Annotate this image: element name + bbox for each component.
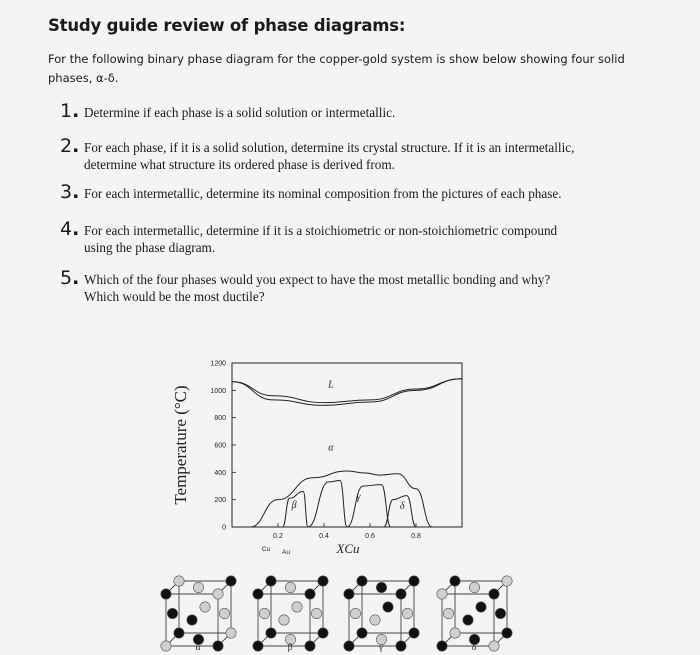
region-label: L: [328, 379, 334, 391]
y-tick-label: 1000: [210, 387, 226, 395]
region-label: δ: [399, 501, 405, 513]
cu-atom: [305, 589, 315, 599]
au-atom: [350, 608, 360, 618]
question-line: For each intermetallic, determine if it is a stoichiometric or non-stoichiometric compound: [84, 223, 558, 238]
cu-atom: [437, 641, 447, 651]
intro-line-2: phases, α-δ.: [48, 71, 119, 85]
question-line: using the phase diagram.: [84, 240, 216, 255]
cu-atom: [357, 628, 367, 638]
question-line: For each intermetallic, determine its nominal composition from the pictures of each phase.: [84, 186, 562, 201]
cu-atom: [253, 641, 263, 651]
y-tick-label: 400: [214, 469, 226, 477]
y-tick-label: 600: [214, 442, 226, 450]
question-text: [84, 139, 674, 173]
au-atom: [200, 602, 210, 612]
crystal-structures: [0, 555, 700, 655]
cu-atom: [344, 589, 354, 599]
cu-atom: [489, 589, 499, 599]
question-number: 5.: [60, 267, 80, 289]
x-tick-label: 0.8: [411, 533, 421, 540]
question-line: Which of the four phases would you expect to have the most metallic bonding and why?: [84, 272, 551, 287]
cu-atom: [502, 628, 512, 638]
au-atom: [279, 615, 289, 625]
region-label: α: [328, 442, 334, 454]
cu-atom: [383, 602, 393, 612]
au-atom: [259, 608, 269, 618]
crystal-label: δ: [471, 642, 477, 652]
y-tick-label: 800: [214, 415, 226, 423]
question-text: [84, 271, 674, 305]
cu-atom: [344, 641, 354, 651]
au-atom: [443, 608, 453, 618]
au-atom: [370, 615, 380, 625]
question-text: [84, 222, 674, 256]
plot-area: [171, 361, 462, 557]
cu-atom: [213, 641, 223, 651]
cu-atom: [450, 576, 460, 586]
au-label: Au: [282, 549, 290, 556]
cu-atom: [376, 582, 386, 592]
phase-boundary-4: [308, 481, 347, 527]
question-line: determine what structure its ordered phase is derived from.: [84, 157, 395, 172]
page-title: Study guide review of phase diagrams:: [48, 16, 406, 35]
crystal-label: β: [287, 642, 293, 652]
cu-atom: [396, 589, 406, 599]
au-atom: [437, 589, 447, 599]
au-atom: [502, 576, 512, 586]
au-atom: [292, 602, 302, 612]
cu-atom: [187, 615, 197, 625]
region-label: β: [291, 499, 297, 511]
cu-atom: [161, 589, 171, 599]
y-tick-label: 200: [214, 497, 226, 505]
y-tick-label: 0: [222, 524, 226, 532]
au-atom: [161, 641, 171, 651]
cu-atom: [476, 602, 486, 612]
phase-boundary-5: [347, 485, 391, 527]
cu-atom: [174, 628, 184, 638]
x-axis-label: XCu: [336, 541, 360, 556]
question-line: For each phase, if it is a solid solution, determine its crystal structure. If it is an intermetallic,: [84, 140, 575, 155]
cu-atom: [305, 641, 315, 651]
cu-atom: [396, 641, 406, 651]
au-atom: [285, 582, 295, 592]
region-label: γ: [356, 491, 361, 503]
cu-atom: [409, 628, 419, 638]
cu-atom: [495, 608, 505, 618]
cu-atom: [357, 576, 367, 586]
y-tick-label: 1200: [210, 360, 226, 368]
question-number: 3.: [60, 181, 80, 203]
question-text: [84, 185, 674, 202]
intro-line-1: For the following binary phase diagram for the copper-gold system is show below showing four solid: [48, 52, 625, 66]
au-atom: [193, 582, 203, 592]
au-atom: [402, 608, 412, 618]
cu-atom: [266, 628, 276, 638]
cu-atom: [253, 589, 263, 599]
x-tick-label: 0.6: [365, 533, 375, 540]
question-number: 4.: [60, 218, 80, 240]
cu-atom: [167, 608, 177, 618]
question-line: Determine if each phase is a solid solution or intermetallic.: [84, 105, 396, 120]
cu-label: Cu: [262, 546, 271, 553]
x-tick-label: 0.2: [273, 533, 283, 540]
x-tick-label: 0.4: [319, 533, 329, 540]
question-text: [84, 104, 674, 121]
cu-atom: [463, 615, 473, 625]
au-atom: [213, 589, 223, 599]
question-number: 1.: [60, 100, 80, 122]
cu-atom: [266, 576, 276, 586]
au-atom: [311, 608, 321, 618]
cu-atom: [318, 576, 328, 586]
au-atom: [219, 608, 229, 618]
phase-boundary-2: [250, 471, 432, 527]
cu-atom: [409, 576, 419, 586]
au-atom: [226, 628, 236, 638]
question-line: Which would be the most ductile?: [84, 289, 265, 304]
au-atom: [469, 582, 479, 592]
y-axis-label: Temperature (°C): [171, 385, 190, 505]
question-number: 2.: [60, 135, 80, 157]
intro-text: [48, 50, 648, 88]
crystal-label: α: [195, 642, 201, 652]
au-atom: [174, 576, 184, 586]
cu-atom: [318, 628, 328, 638]
crystal-label: γ: [379, 642, 383, 652]
cu-atom: [226, 576, 236, 586]
au-atom: [489, 641, 499, 651]
au-atom: [450, 628, 460, 638]
